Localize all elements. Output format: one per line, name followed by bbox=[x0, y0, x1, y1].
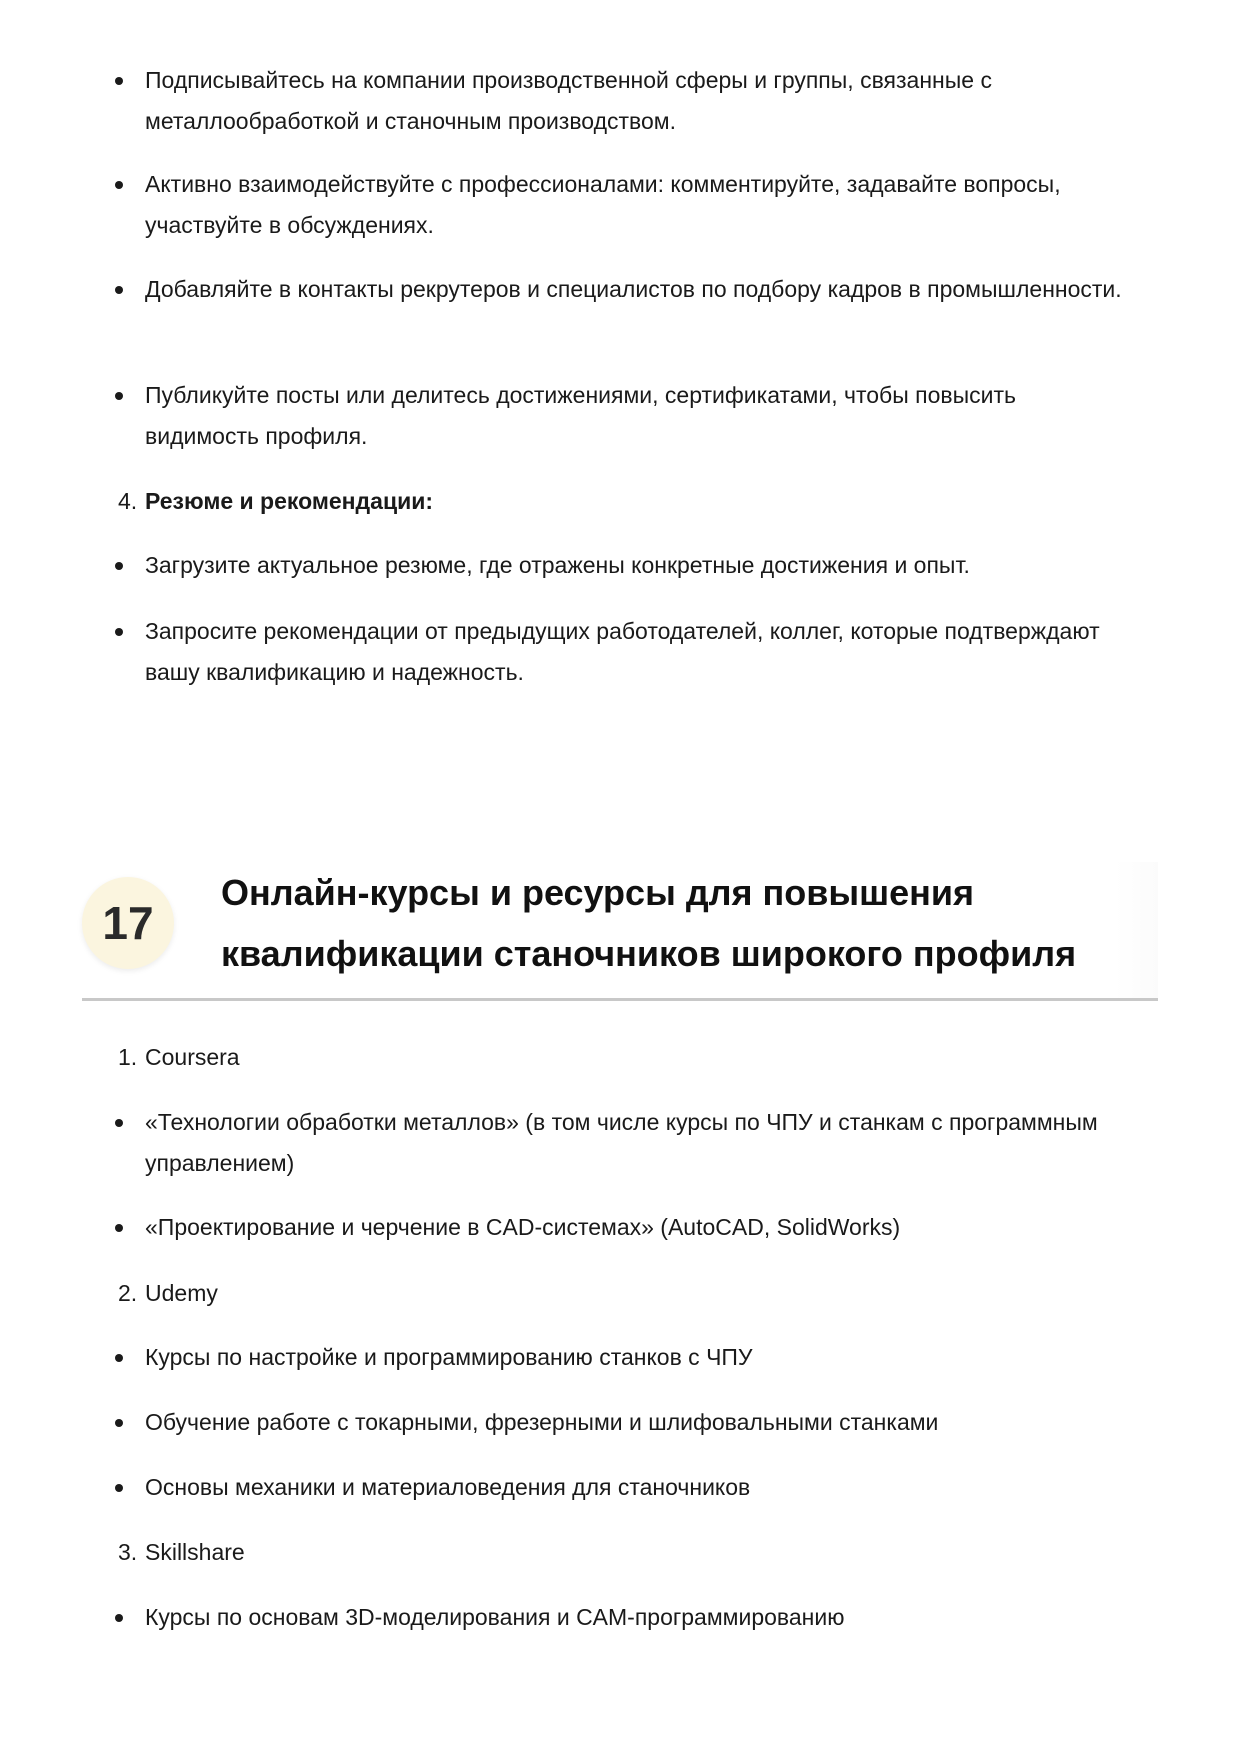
numbered-heading bbox=[118, 1532, 1135, 1573]
list-item bbox=[145, 1402, 1135, 1443]
list-item bbox=[145, 60, 1135, 142]
bullet-icon bbox=[115, 1354, 123, 1362]
bullet-icon bbox=[115, 562, 123, 570]
list-item-text: Обучение работе с токарными, фрезерными и шлифовальными станками bbox=[145, 1409, 939, 1435]
list-item bbox=[145, 1337, 1135, 1378]
list-number: 1. bbox=[118, 1044, 138, 1070]
list-item-text: Подписывайтесь на компании производственной сферы и группы, связанные с металлообработкой и станочным производством. bbox=[145, 67, 992, 134]
list-item-text: Курсы по настройке и программированию станков с ЧПУ bbox=[145, 1344, 753, 1370]
list-item bbox=[145, 1467, 1135, 1508]
list-number: 2. bbox=[118, 1280, 138, 1306]
numbered-heading-text: Резюме и рекомендации: bbox=[145, 488, 434, 514]
list-item-text: «Проектирование и черчение в CAD-системах» (AutoCAD, SolidWorks) bbox=[145, 1214, 901, 1240]
list-item-text: Курсы по основам 3D-моделирования и CAM-программированию bbox=[145, 1604, 845, 1630]
list-item-text: Загрузите актуальное резюме, где отражены конкретные достижения и опыт. bbox=[145, 552, 970, 578]
section-title-line: Онлайн-курсы и ресурсы для повышения bbox=[221, 872, 975, 913]
numbered-heading bbox=[118, 1037, 1135, 1078]
list-number: 3. bbox=[118, 1539, 138, 1565]
bullet-icon bbox=[115, 1484, 123, 1492]
section-header bbox=[82, 862, 1158, 1001]
list-item bbox=[145, 375, 1135, 457]
numbered-heading bbox=[118, 1273, 1135, 1314]
list-item bbox=[145, 164, 1135, 246]
platform-name: Udemy bbox=[145, 1280, 218, 1306]
bullet-icon bbox=[115, 77, 123, 85]
bullet-icon bbox=[115, 628, 123, 636]
list-item bbox=[145, 1597, 1135, 1638]
list-item-text: Активно взаимодействуйте с профессионалами: комментируйте, задавайте вопросы, участвуйте в обсуждениях. bbox=[145, 171, 1061, 238]
list-item bbox=[145, 1102, 1135, 1184]
bullet-icon bbox=[115, 1119, 123, 1127]
bullet-icon bbox=[115, 392, 123, 400]
section-title bbox=[221, 862, 1151, 984]
platform-name: Coursera bbox=[145, 1044, 240, 1070]
list-item bbox=[145, 611, 1135, 693]
list-item-text: «Технологии обработки металлов» (в том числе курсы по ЧПУ и станкам с программным управлением) bbox=[145, 1109, 1098, 1176]
list-item bbox=[145, 269, 1135, 310]
bullet-icon bbox=[115, 1614, 123, 1622]
list-item-text: Запросите рекомендации от предыдущих работодателей, коллег, которые подтверждают вашу квалификацию и надежность. bbox=[145, 618, 1100, 685]
list-number: 4. bbox=[118, 488, 138, 514]
bullet-icon bbox=[115, 1224, 123, 1232]
list-item bbox=[145, 1207, 1135, 1248]
list-item-text: Добавляйте в контакты рекрутеров и специалистов по подбору кадров в промышленности. bbox=[145, 276, 1122, 302]
list-item-text: Публикуйте посты или делитесь достижениями, сертификатами, чтобы повысить видимость профиля. bbox=[145, 382, 1017, 449]
section-title-line: квалификации станочников широкого профиля bbox=[221, 933, 1077, 974]
platform-name: Skillshare bbox=[145, 1539, 245, 1565]
numbered-heading bbox=[118, 481, 1135, 522]
list-item bbox=[145, 545, 1135, 586]
bullet-icon bbox=[115, 1419, 123, 1427]
list-item-text: Основы механики и материаловедения для станочников bbox=[145, 1474, 751, 1500]
section-number-badge: 17 bbox=[82, 877, 174, 969]
bullet-icon bbox=[115, 286, 123, 294]
bullet-icon bbox=[115, 181, 123, 189]
